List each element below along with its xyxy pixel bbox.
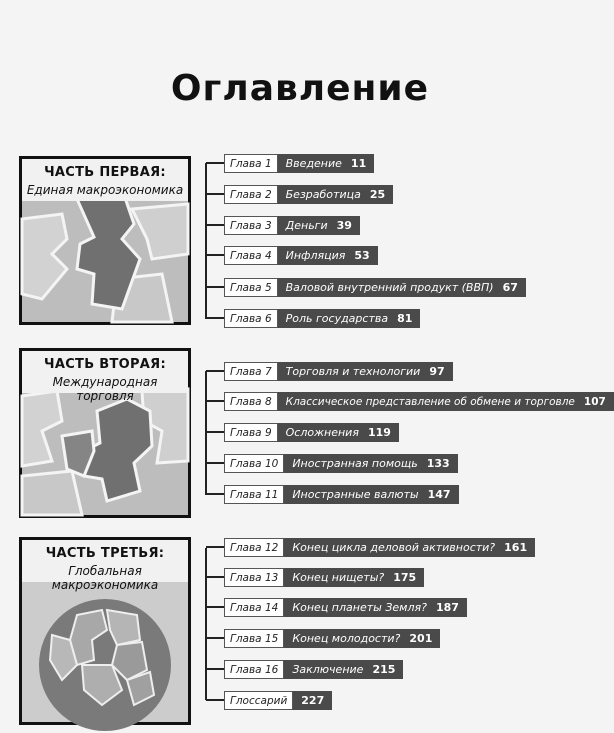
chapter-label: Глава 4 — [224, 246, 278, 265]
chapter-title: Безработица — [285, 188, 361, 201]
chapter-entry[interactable] — [206, 246, 378, 265]
chapter-title: Инфляция — [285, 249, 346, 262]
chapter-label: Глава 11 — [224, 485, 284, 504]
chapter-page: 39 — [336, 219, 352, 232]
part-title: ЧАСТЬ ПЕРВАЯ: — [44, 165, 166, 180]
chapter-label: Глава 5 — [224, 278, 278, 297]
part-title: ЧАСТЬ ВТОРАЯ: — [44, 357, 166, 372]
chapter-entry[interactable] — [206, 598, 467, 617]
part-2-panel — [19, 348, 191, 518]
chapter-title: Конец планеты Земля? — [292, 601, 427, 614]
chapter-title: Валовой внутренний продукт (ВВП) — [285, 281, 494, 294]
chapter-entry[interactable] — [206, 392, 614, 411]
chapter-entry[interactable] — [206, 216, 360, 235]
chapter-entry[interactable] — [206, 660, 403, 679]
chapter-entry[interactable] — [206, 485, 459, 504]
chapter-title: Иностранная помощь — [292, 457, 418, 470]
chapter-entry[interactable] — [206, 309, 420, 328]
chapter-title: Классическое представление об обмене и торговле — [285, 395, 575, 408]
chapter-title: Иностранные валюты — [292, 488, 419, 501]
chapter-entry[interactable] — [206, 185, 393, 204]
chapter-entry[interactable] — [206, 423, 399, 442]
chapter-page: 133 — [426, 457, 450, 470]
chapter-label: Глава 13 — [224, 568, 284, 587]
chapter-entry[interactable] — [206, 154, 374, 173]
chapter-label: Глава 16 — [224, 660, 284, 679]
chapter-title: Заключение — [292, 663, 364, 676]
part-title: ЧАСТЬ ТРЕТЬЯ: — [45, 546, 165, 561]
part-subtitle: Международная торговля — [52, 375, 158, 403]
part-1-panel — [19, 156, 191, 325]
chapter-entry[interactable] — [206, 568, 424, 587]
chapter-label: Глава 6 — [224, 309, 278, 328]
chapter-entry[interactable] — [206, 362, 453, 381]
part-3-panel — [19, 537, 191, 725]
chapter-title: Роль государства — [285, 312, 389, 325]
chapter-page: 11 — [350, 157, 367, 170]
chapter-entry[interactable] — [206, 538, 535, 557]
chapter-page: 107 — [583, 395, 606, 408]
chapter-label: Глава 1 — [224, 154, 278, 173]
chapter-entry[interactable] — [206, 454, 458, 473]
chapter-title: Деньги — [285, 219, 328, 232]
chapter-page: 25 — [369, 188, 386, 201]
chapter-label: Глава 10 — [224, 454, 284, 473]
chapter-label: Глоссарий — [224, 691, 293, 710]
chapter-title: Введение — [285, 157, 342, 170]
chapter-label: Глава 15 — [224, 629, 284, 648]
part-subtitle: Единая макроэкономика — [26, 183, 184, 197]
chapter-label: Глава 7 — [224, 362, 278, 381]
chapter-page: 201 — [409, 632, 433, 645]
chapter-label: Глава 8 — [224, 392, 278, 411]
part-subtitle: Глобальная макроэкономика — [51, 564, 159, 592]
chapter-title: Конец молодости? — [292, 632, 401, 645]
page-title: Оглавление — [170, 68, 430, 109]
chapter-page: 67 — [502, 281, 518, 294]
chapter-page: 53 — [354, 249, 370, 262]
chapter-page: 119 — [367, 426, 391, 439]
chapter-page: 161 — [504, 541, 528, 554]
chapter-label: Глава 14 — [224, 598, 284, 617]
chapter-label: Глава 3 — [224, 216, 278, 235]
chapter-title: Конец цикла деловой активности? — [292, 541, 496, 554]
chapter-page: 97 — [429, 365, 445, 378]
chapter-label: Глава 9 — [224, 423, 278, 442]
chapter-page: 147 — [427, 488, 451, 501]
chapter-entry[interactable] — [206, 629, 440, 648]
chapter-entry[interactable] — [206, 278, 526, 297]
chapter-page: 175 — [393, 571, 417, 584]
chapter-label: Глава 12 — [224, 538, 284, 557]
chapter-title: Конец нищеты? — [292, 571, 385, 584]
chapter-page: 227 — [301, 694, 325, 707]
chapter-label: Глава 2 — [224, 185, 278, 204]
chapter-title: Осложнения — [285, 426, 359, 439]
glossary-entry[interactable] — [206, 691, 332, 710]
chapter-page: 81 — [397, 312, 413, 325]
chapter-page: 187 — [435, 601, 459, 614]
chapter-page: 215 — [372, 663, 396, 676]
chapter-title: Торговля и технологии — [285, 365, 421, 378]
